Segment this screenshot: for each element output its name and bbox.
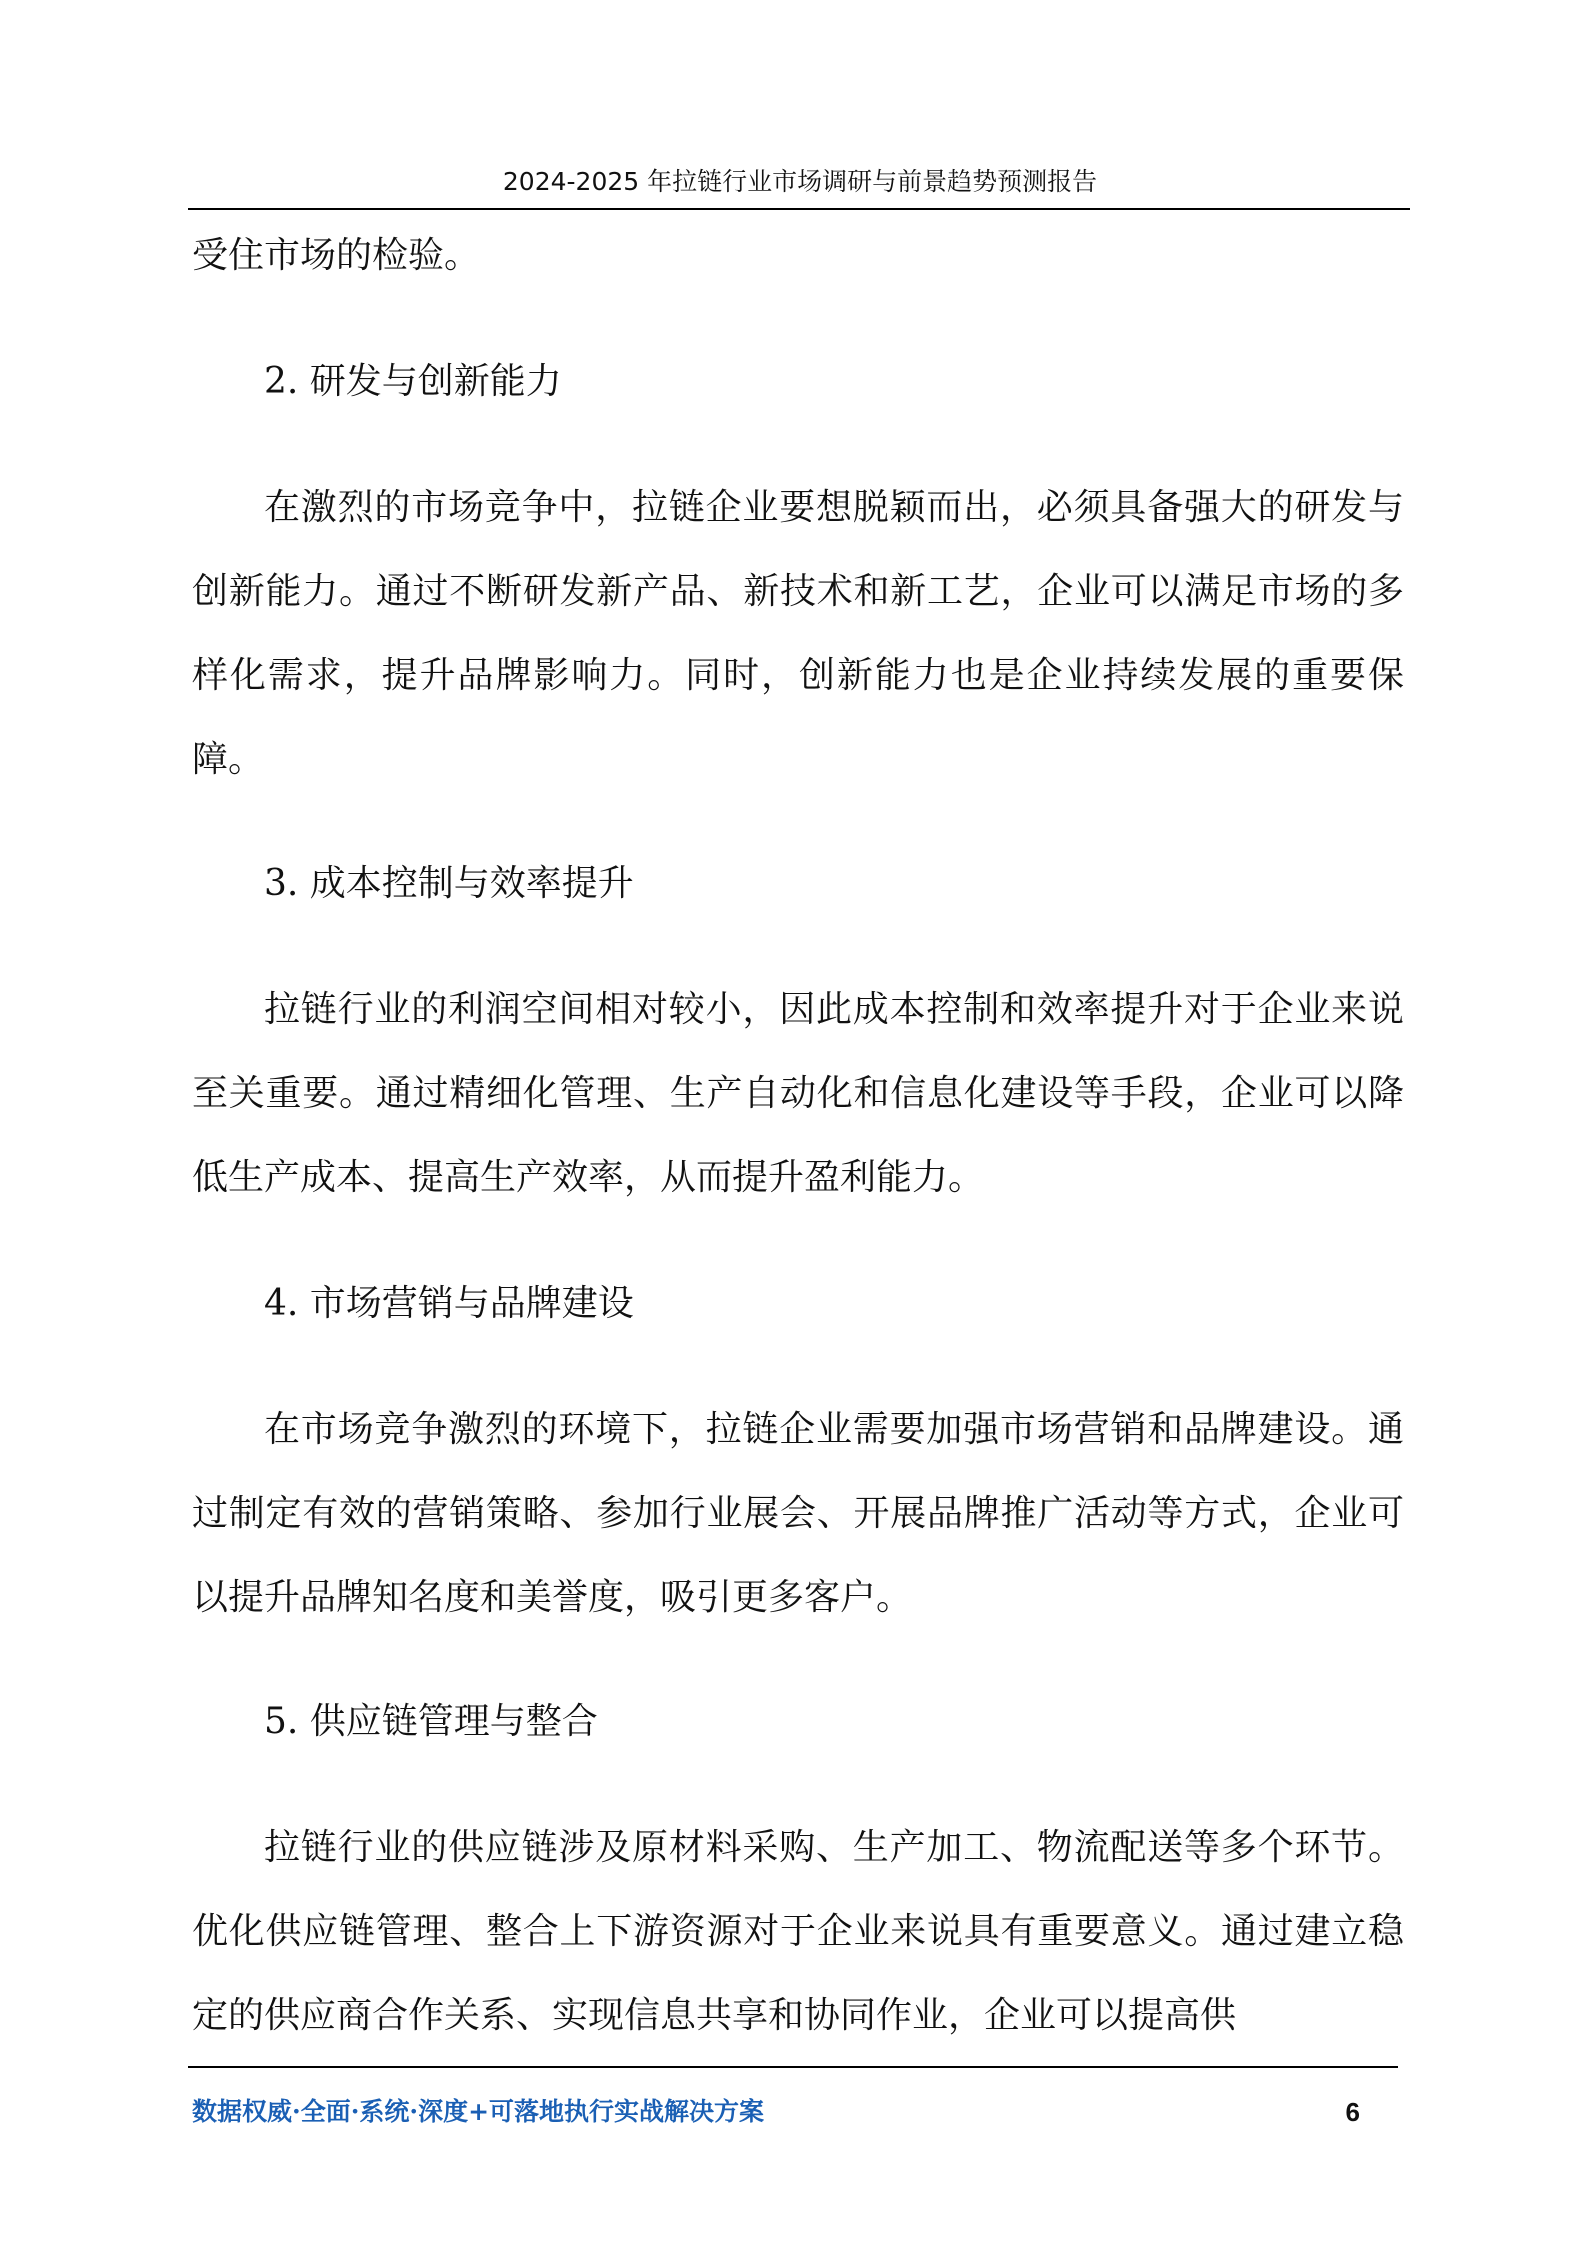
section-heading-5: 5. 供应链管理与整合 xyxy=(264,1701,598,1742)
paragraph-continuation: 受住市场的检验。 xyxy=(192,235,481,276)
paragraph-marketing-brand: 在市场竞争激烈的环境下，拉链企业需要加强市场营销和品牌建设。通过制定有效的营销策略、参加行业展会、开展品牌推广活动等方式，企业可以提升品牌知名度和美誉度，吸引更多客户。 xyxy=(192,1409,1404,1618)
paragraph-supply-chain: 拉链行业的供应链涉及原材料采购、生产加工、物流配送等多个环节。优化供应链管理、整合上下游资源对于企业来说具有重要意义。通过建立稳定的供应商合作关系、实现信息共享和协同作业，企业可以提高供 xyxy=(192,1827,1404,2036)
section-heading-4: 4. 市场营销与品牌建设 xyxy=(264,1283,634,1324)
report-header-title: 2024-2025 年拉链行业市场调研与前景趋势预测报告 xyxy=(502,167,1098,196)
footer-divider xyxy=(188,2066,1398,2068)
header-divider xyxy=(188,208,1410,210)
footer-slogan: 数据权威·全面·系统·深度+可落地执行实战解决方案 xyxy=(192,2097,765,2126)
paragraph-rnd-innovation: 在激烈的市场竞争中，拉链企业要想脱颖而出，必须具备强大的研发与创新能力。通过不断研发新产品、新技术和新工艺，企业可以满足市场的多样化需求，提升品牌影响力。同时，创新能力也是企业持续发展的重要保障。 xyxy=(192,487,1404,780)
paragraph-cost-control: 拉链行业的利润空间相对较小，因此成本控制和效率提升对于企业来说至关重要。通过精细化管理、生产自动化和信息化建设等手段，企业可以降低生产成本、提高生产效率，从而提升盈利能力。 xyxy=(192,989,1404,1198)
section-heading-2: 2. 研发与创新能力 xyxy=(264,361,562,402)
section-heading-3: 3. 成本控制与效率提升 xyxy=(264,863,634,904)
page-number: 6 xyxy=(1345,2097,1360,2127)
